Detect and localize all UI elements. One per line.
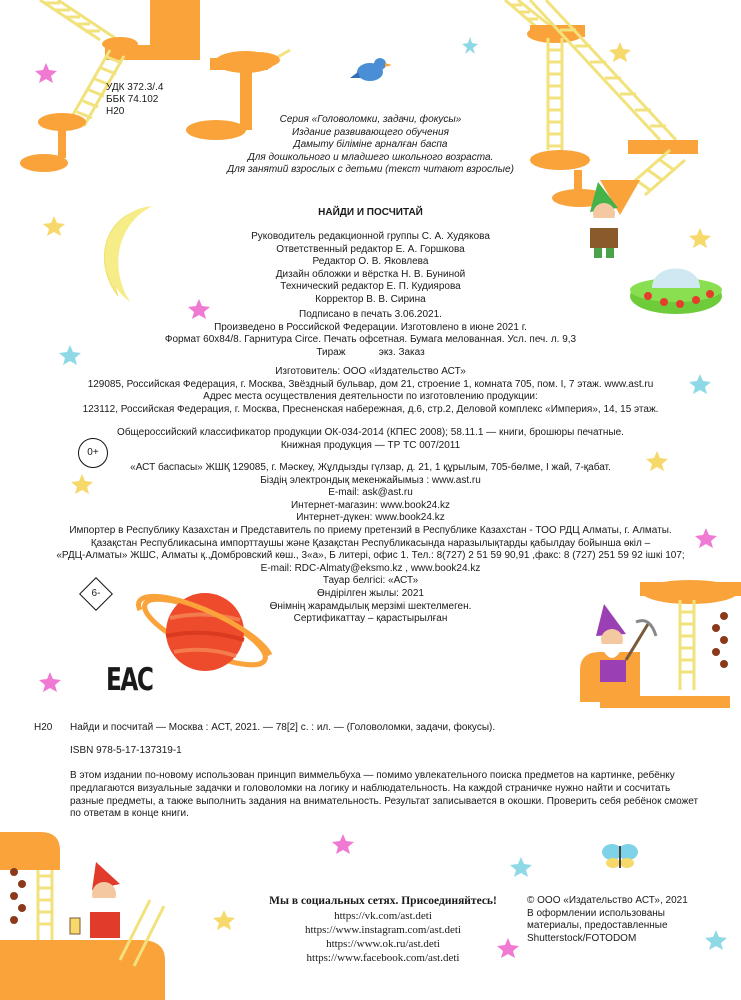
- copyright-line: Shutterstock/FOTODOM: [527, 932, 637, 944]
- print-line: Произведено в Российской Федерации. Изготовлено в июне 2021 г.: [214, 321, 527, 333]
- publisher-line: Изготовитель: ООО «Издательство АСТ»: [275, 366, 466, 377]
- social-link-instagram[interactable]: https://www.instagram.com/ast.deti: [304, 924, 461, 936]
- copyright-block: [527, 895, 688, 945]
- credit-line: Дизайн обложки и вёрстка Н. В. Буниной: [275, 268, 466, 280]
- bbk-code: ББК 74.102: [106, 94, 159, 105]
- kazakh-line: Интернет-магазин: www.book24.kz: [290, 499, 450, 511]
- isbn: ISBN 978-5-17-137319-1: [70, 745, 182, 756]
- series-block: [0, 114, 741, 177]
- kazakh-line: Сертификаттау – қарастырылған: [293, 613, 448, 625]
- kazakh-line: E-mail: RDC-Almaty@eksmo.kz , www.book24.kz: [260, 562, 481, 574]
- kazakh-line: Өнімнің жарамдылық мерзімі шектелмеген.: [269, 600, 472, 612]
- social-link-vk[interactable]: https://vk.com/ast.deti: [334, 910, 432, 922]
- copyright-line: В оформлении использованы: [527, 907, 665, 919]
- kazakh-line: Тауар белгісі: «АСТ»: [322, 575, 419, 587]
- credit-line: Редактор О. В. Яковлева: [312, 256, 429, 268]
- publisher-line: 129085, Российская Федерация, г. Москва, Звёздный бульвар, дом 21, строение 1, комната 705, пом. I, 7 этаж. www.ast.ru: [87, 378, 654, 390]
- bibliography-entry: Найди и посчитай — Москва : АСТ, 2021. — 78[2] с. : ил. — (Головоломки, задачи, фокусы).: [70, 722, 496, 733]
- kazakh-line: «РДЦ-Алматы» ЖШС, Алматы қ.,Домбровский көш., 3«а», Б литері, офис 1. Тел.: 8(727) 2 51 59 90,91 ,факс: 8 (727) 251 59 92 ішкі 107;: [56, 550, 685, 562]
- publisher-line: Адрес места осуществления деятельности по изготовлению продукции:: [203, 391, 538, 403]
- book-title: НАЙДИ И ПОСЧИТАЙ: [318, 207, 423, 218]
- bird: [350, 58, 392, 81]
- print-info-block: [0, 309, 741, 359]
- publisher-line: 123112, Российская Федерация, г. Москва, Пресненская набережная, д.6, стр.2, Деловой комплекс «Империя», 14, 15 этаж.: [82, 403, 659, 415]
- print-line: Подписано в печать 3.06.2021.: [299, 309, 442, 320]
- kazakh-line: Өндірілген жылы: 2021: [317, 587, 424, 599]
- description-line: В этом издании по-новому использован принцип виммельбуха — помимо увлекательного поиска предметов на картинке, ребёнку: [70, 770, 675, 781]
- classifier-line: Книжная продукция — ТР ТС 007/2011: [280, 439, 461, 451]
- age-restriction-badge: [80, 578, 112, 610]
- credit-line: Технический редактор Е. П. Кудиярова: [280, 281, 461, 293]
- credit-line: Руководитель редакционной группы С. А. Худякова: [251, 231, 490, 242]
- social-block: [258, 894, 508, 965]
- series-line: Для дошкольного и младшего школьного возраста.: [247, 151, 494, 163]
- series-line: Издание развивающего обучения: [292, 126, 449, 138]
- social-heading: Мы в социальных сетях. Присоединяйтесь!: [269, 895, 497, 907]
- book-title-block: [0, 207, 741, 220]
- author-sign: Н20: [106, 106, 125, 117]
- kazakh-line: Қазақстан Республикасына импорттаушы және Қазақстан Республикасында наразылықтарды қабылдау бойынша өкіл –: [90, 537, 651, 549]
- top-right-stairs: [505, 0, 698, 215]
- eac-mark: EAC: [106, 662, 153, 698]
- series-line: Серия «Головоломки, задачи, фокусы»: [279, 114, 462, 125]
- copyright-line: © ООО «Издательство АСТ», 2021: [527, 895, 688, 906]
- series-line: Дамыту біліміне арналған баспа: [293, 139, 448, 151]
- description-line: предлагаются визуальные задачки и головоломки на логику и наблюдательность. На каждой страничке нужно найти и сосчитать: [70, 782, 671, 794]
- social-link-facebook[interactable]: https://www.facebook.com/ast.deti: [306, 952, 460, 964]
- butterfly: [602, 844, 638, 868]
- print-line: Тираж экз. Заказ: [316, 346, 425, 358]
- bottom-left-scene: [0, 832, 165, 1000]
- social-link-ok[interactable]: https://www.ok.ru/ast.deti: [326, 938, 440, 950]
- classifier-block: [0, 427, 741, 452]
- description-line: по ответам в конце книги.: [70, 808, 189, 820]
- series-line: Для занятий взрослых с детьми (текст читают взрослые): [227, 164, 514, 176]
- kazakh-line: Импортер в Республику Казахстан и Представитель по приему претензий в Республике Казахстан - ТОО РДЦ Алматы, г. Алматы.: [69, 524, 672, 536]
- classifier-line: Общероссийский классификатор продукции ОК-034-2014 (КПЕС 2008); 58.11.1 — книги, брошюры печатные.: [117, 427, 624, 438]
- age-restriction-label: 6-: [91, 588, 101, 599]
- credit-line: Ответственный редактор Е. А. Горшкова: [276, 243, 465, 255]
- age-rating-badge: 0+: [78, 438, 108, 468]
- bibliography-code: Н20: [34, 722, 53, 733]
- credit-line: Корректор В. В. Сирина: [315, 293, 426, 305]
- kazakh-line: E-mail: ask@ast.ru: [328, 487, 413, 499]
- udk-code: УДК 372.3/.4: [106, 82, 164, 93]
- kazakh-line: Біздің электрондық мекенжайымыз : www.ast.ru: [260, 474, 481, 486]
- credits-block: [0, 231, 741, 307]
- print-line: Формат 60x84/8. Гарнитура Circe. Печать офсетная. Бумага мелованная. Усл. печ. л. 9,3: [164, 334, 577, 346]
- publisher-block: [0, 366, 741, 416]
- copyright-line: материалы, предоставленные: [527, 920, 668, 931]
- description-line: разные предметы, а также выполнить задания на внимательность. Результат записывается в окошки. Проверить себя ребёнок сможет: [70, 795, 699, 807]
- description: [70, 770, 699, 821]
- kazakh-line: «АСТ баспасы» ЖШҚ 129085, г. Мәскеу, Жұлдызды гүлзар, д. 21, 1 құрылым, 705-бөлме, I жай, 7-қабат.: [130, 462, 611, 473]
- kazakh-line: Интернет-дүкен: www.book24.kz: [296, 512, 445, 524]
